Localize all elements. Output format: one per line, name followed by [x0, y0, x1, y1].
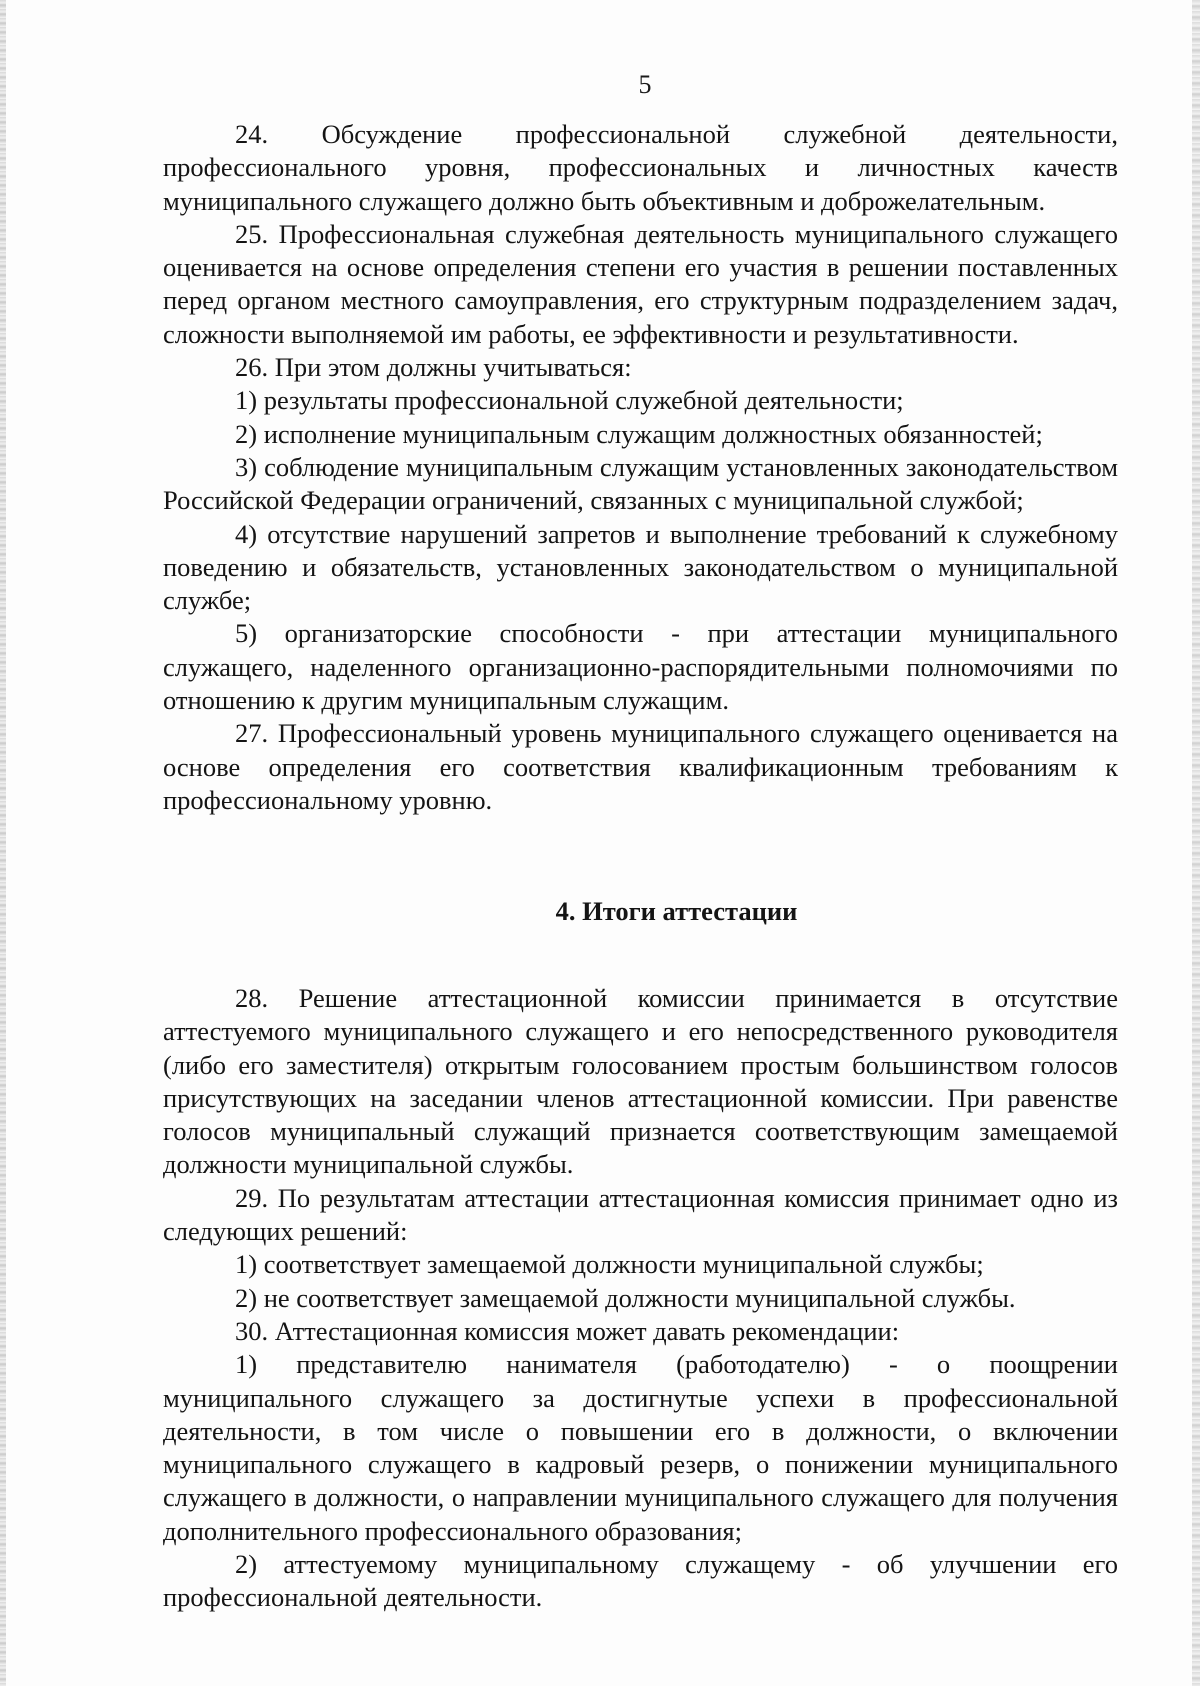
list-item-29-1: 1) соответствует замещаемой должности муниципальной службы; [235, 1249, 984, 1280]
section-heading: 4. Итоги аттестации [555, 896, 798, 926]
paragraph-29: 29. По результатам аттестации аттестационная комиссия принимает одно из следующих решений: [163, 1182, 1118, 1247]
list-item-30-2: 2) аттестуемому муниципальному служащему - об улучшении его профессиональной деятельности. [163, 1549, 1118, 1613]
paragraph-28: 28. Решение аттестационной комиссии принимается в отсутствие аттестуемого муниципального служащего и его непосредственного руководителя (либо его заместителя) открытым голосованием простым большинством голосов присутствующих на заседании членов аттестационной комиссии. При равенстве голосов муниципальный служащий признается соответствующим замещаемой должности муниципальной службы. [163, 983, 1118, 1180]
paragraph-26: 26. При этом должны учитываться: [235, 352, 632, 383]
paragraphs-before-heading [163, 118, 1118, 817]
list-item-26-5: 5) организаторские способности - при аттестации муниципального служащего, наделенного организационно-распорядительными полномочиями по отношению к другим муниципальным служащим. [163, 618, 1118, 716]
scan-left-edge [0, 0, 6, 1686]
page-number: 5 [638, 70, 652, 99]
list-item-29-2: 2) не соответствует замещаемой должности муниципальной службы. [235, 1282, 1016, 1313]
paragraphs-after-heading [163, 982, 1118, 1615]
list-item-30-1: 1) представителю нанимателя (работодателю) - о поощрении муниципального служащего за достигнутые успехи в профессиональной деятельности, в том числе о повышении его в должности, о включении муниципального служащего в кадровый резерв, о понижении муниципального служащего в должности, о направлении муниципального служащего для получения дополнительного профессионального образования; [163, 1349, 1118, 1546]
paragraph-24: 24. Обсуждение профессиональной служебной деятельности, профессионального уровня, профессиональных и личностных качеств муниципального служащего должно быть объективным и доброжелательным. [163, 119, 1118, 216]
scan-right-edge [1192, 0, 1200, 1686]
paragraph-30: 30. Аттестационная комиссия может давать рекомендации: [235, 1315, 900, 1346]
list-item-26-3: 3) соблюдение муниципальным служащим установленных законодательством Российской Федерации ограничений, связанных с муниципальной службой; [163, 451, 1118, 516]
list-item-26-1: 1) результаты профессиональной служебной деятельности; [235, 385, 904, 416]
paragraph-25: 25. Профессиональная служебная деятельность муниципального служащего оценивается на основе определения степени его участия в решении поставленных перед органом местного самоуправления, его структурным подразделением задач, сложности выполняемой им работы, ее эффективности и результативности. [163, 218, 1118, 349]
list-item-26-2: 2) исполнение муниципальным служащим должностных обязанностей; [235, 418, 1043, 449]
paragraph-27: 27. Профессиональный уровень муниципального служащего оценивается на основе определения его соответствия квалификационным требованиям к профессиональному уровню. [163, 718, 1118, 815]
list-item-26-4: 4) отсутствие нарушений запретов и выполнение требований к служебному поведению и обязательств, установленных законодательством о муниципальной службе; [163, 518, 1118, 616]
